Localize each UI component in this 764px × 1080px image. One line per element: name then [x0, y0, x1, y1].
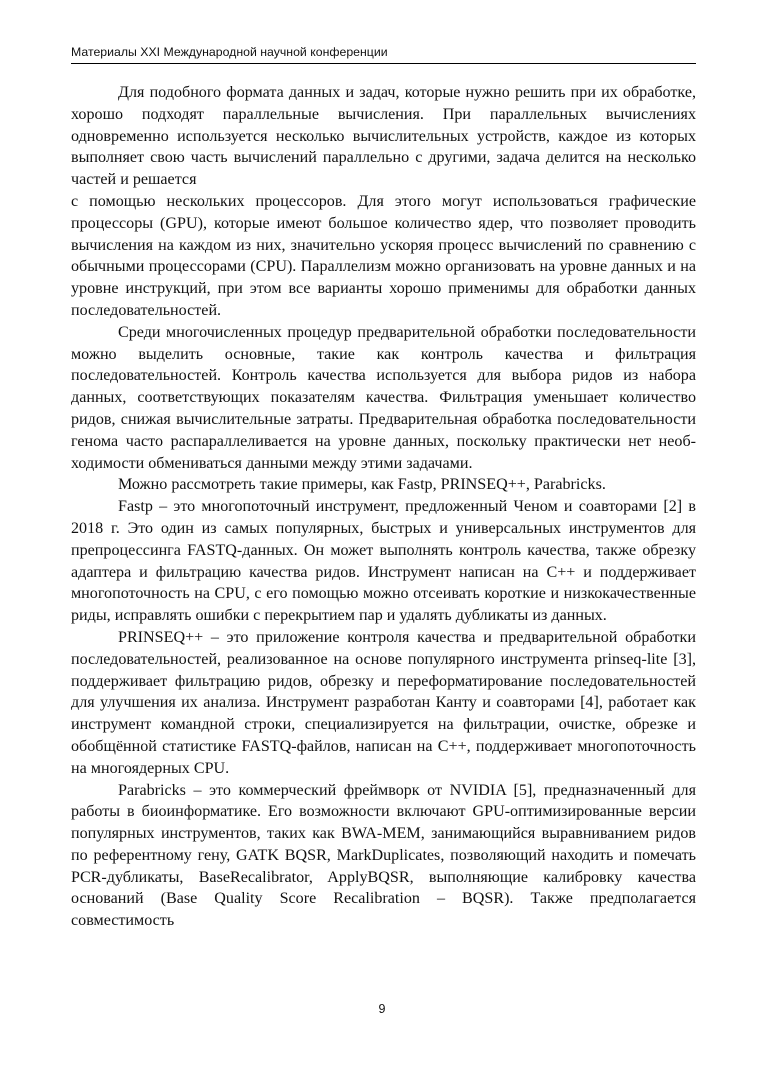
paragraph-prinseq: PRINSEQ++ – это приложение контроля качества и предварительной обработки последовательностей, реализованное на основе популярного инструмента prinseq-lite [3], поддерживает фильтрацию ридов, обрезку и переформатирование последовательностей для улучшения их анализа. Инструмент разработан Канту и соавторами [4], работает как инструмент командной строки, специализируется на фильтрации, очистке, обрезке и обобщённой статистике FASTQ-файлов, написан на C++, поддерживает многопоточность на многоядерных CPU. [71, 628, 696, 777]
paragraph-preprocessing-procedures: Среди многочисленных процедур предварительной обработки последовательности можно выделить основные, такие как контроль качества и фильтрация последовательностей. Контроль качества используется для выбора ридов из набора данных, соответствующих показателям качества. Фильтрация уменьшает количество ридов, снижая вычислительные затраты. Предварительная обработка последовательности генома часто распараллеливается на уровне данных, поскольку практически нет необ-ходимости обмениваться данными между этими задачами. [71, 323, 696, 472]
paragraph-gpu-processors: с помощью нескольких процессоров. Для этого могут использоваться графические процессоры (GPU), которые имеют большое количество ядер, что позволяет проводить вычисления на каждом из них, значительно ускоряя процесс вычислений по сравнению с обычными процессорами (CPU). Параллелизм можно организовать на уровне данных и на уровне инструкций, при этом все варианты хорошо применимы для обработки данных последовательностей. [71, 192, 696, 319]
paragraph-examples-list: Можно рассмотреть такие примеры, как Fastp, PRINSEQ++, Parabricks. [118, 476, 606, 494]
paragraph-parabricks: Parabricks – это коммерческий фреймворк от NVIDIA [5], предназначенный для работы в биоинформатике. Его возможности включают GPU-оптимизированные версии популярных инструментов, таких как BWA-MEM, занимающийся выравниванием ридов по референтному гену, GATK BQSR, MarkDuplicates, позволяющий находить и помечать PCR-дубликаты, BaseRecalibrator, ApplyBQSR, выполняющие калибровку качества оснований (Base Quality Score Recalibration – BQSR). Также предполагается совместимость [71, 781, 696, 930]
running-header: Материалы XXI Международной научной конференции [71, 44, 696, 64]
paragraph-parallel-computing-intro: Для подобного формата данных и задач, которые нужно решить при их обработке, хорошо подходят параллельные вычисления. При параллельных вычислениях одновременно используется несколько вычислительных устройств, каждое из которых выполняет свою часть вычислений параллельно с другими, задача делится на несколько частей и решается [71, 84, 696, 189]
page-number: 9 [378, 1002, 386, 1016]
body-text [71, 82, 696, 932]
paragraph-fastp: Fastp – это многопоточный инструмент, предложенный Ченом и соавторами [2] в 2018 г. Это один из самых популярных, быстрых и универсальных инструментов для препроцессинга FASTQ-данных. Он может выполнять контроль качества, также обрезку адаптера и фильтрацию качества ридов. Инструмент написан на C++ и поддерживает многопоточность на CPU, с его помощью можно отсеивать короткие и низкокачественные риды, исправлять ошибки с перекрытием пар и удалять дубликаты из данных. [71, 498, 696, 625]
